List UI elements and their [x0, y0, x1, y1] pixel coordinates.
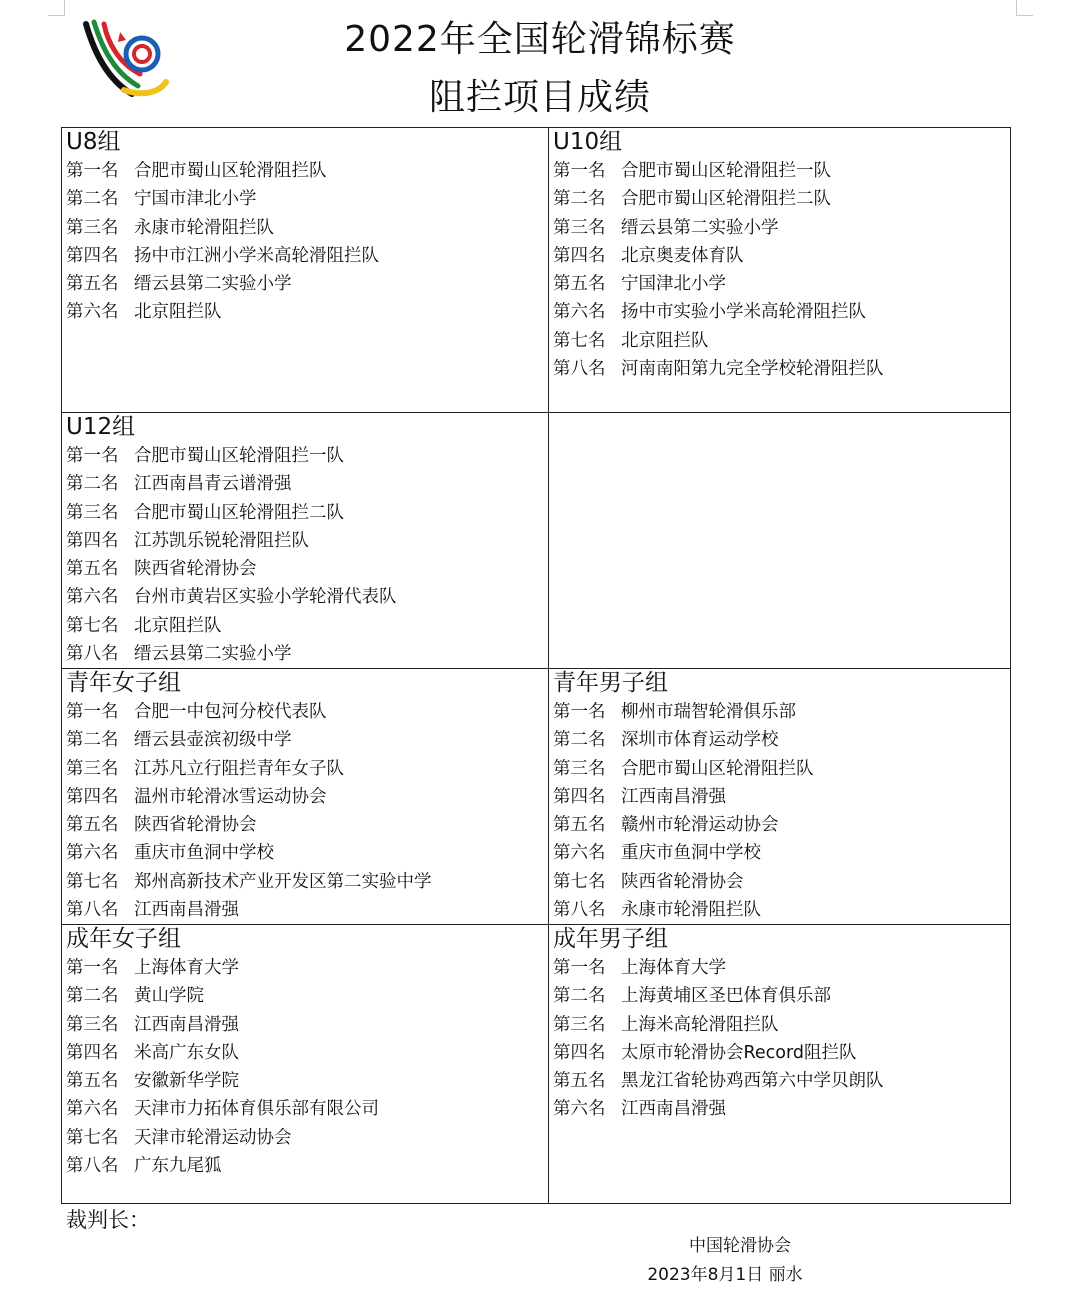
- placing-rank: 第八名: [553, 359, 606, 380]
- placing-row: [66, 783, 548, 811]
- placing-team: 黑龙江省轮协鸡西第六中学贝朗队: [621, 1071, 884, 1092]
- results-table: [61, 127, 1011, 1204]
- placing-team: 温州市轮滑冰雪运动协会: [134, 786, 327, 807]
- placing-rank: 第六名: [553, 843, 606, 864]
- placing-rank: 第二名: [553, 986, 606, 1007]
- group-title: U8组: [66, 129, 121, 155]
- placing-rank: 第四名: [553, 786, 606, 807]
- placing-row: [66, 470, 548, 498]
- placing-rank: 第七名: [553, 330, 606, 351]
- placing-rank: 第一名: [66, 161, 119, 181]
- placing-rank: 第二名: [66, 730, 119, 751]
- page-corner-mark-right: [1016, 0, 1033, 16]
- placing-row: [66, 185, 548, 213]
- placing-rank: 第五名: [553, 815, 606, 836]
- placing-team: 江西南昌青云谱滑强: [134, 474, 292, 495]
- group-cell-adult-men: [549, 925, 1011, 1204]
- placing-rank: 第一名: [553, 958, 606, 978]
- placing-rank: 第一名: [66, 958, 119, 978]
- placing-rank: 第一名: [553, 161, 606, 181]
- group-cell-u10: [549, 128, 1011, 412]
- placing-rank: 第五名: [66, 1071, 119, 1092]
- placing-row: [66, 1152, 548, 1180]
- placing-team: 江西南昌滑强: [621, 786, 726, 807]
- placing-rank: 第三名: [66, 1014, 119, 1035]
- placing-rank: 第八名: [66, 1156, 119, 1177]
- placing-team: 陕西省轮滑协会: [134, 815, 257, 836]
- page-title: 2022年全国轮滑锦标赛: [344, 19, 736, 60]
- placing-team: 永康市轮滑阻拦队: [621, 900, 761, 921]
- placing-team: 北京阻拦队: [621, 330, 709, 351]
- placing-team: 重庆市鱼洞中学校: [621, 843, 761, 864]
- placing-row: [66, 298, 548, 326]
- placing-team: 宁国津北小学: [621, 274, 726, 295]
- placing-rank: 第六名: [66, 843, 119, 864]
- placing-list: [66, 157, 548, 327]
- placing-rank: 第五名: [66, 815, 119, 836]
- placing-row: [553, 270, 1011, 298]
- placing-row: [66, 214, 548, 242]
- placing-team: 北京阻拦队: [134, 302, 222, 323]
- placing-team: 江苏凡立行阻拦青年女子队: [134, 758, 344, 779]
- placing-team: 上海黄埔区圣巴体育俱乐部: [621, 986, 831, 1007]
- placing-rank: 第五名: [553, 274, 606, 295]
- placing-team: 北京奥麦体育队: [621, 245, 744, 266]
- placing-row: [553, 755, 1011, 783]
- group-cell-youth-men: [549, 669, 1011, 924]
- chief-referee-label: 裁判长：: [66, 1208, 150, 1232]
- placing-team: 河南南阳第九完全学校轮滑阻拦队: [621, 359, 884, 380]
- placing-row: [553, 726, 1011, 754]
- placing-row: [553, 327, 1011, 355]
- placing-row: [66, 839, 548, 867]
- placing-row: [66, 954, 548, 982]
- placing-rank: 第八名: [66, 900, 119, 921]
- placing-team: 天津市力拓体育俱乐部有限公司: [134, 1099, 379, 1120]
- placing-row: [66, 982, 548, 1010]
- placing-rank: 第四名: [66, 245, 119, 266]
- placing-row: [66, 1124, 548, 1152]
- placing-row: [66, 868, 548, 896]
- placing-list: [66, 442, 548, 668]
- placing-row: [553, 868, 1011, 896]
- placing-rank: 第三名: [553, 217, 606, 238]
- placing-row: [66, 726, 548, 754]
- placing-row: [553, 1039, 1011, 1067]
- placing-list: [553, 157, 1011, 383]
- placing-team: 合肥市蜀山区轮滑阻拦二队: [621, 189, 831, 210]
- placing-list: [553, 698, 1011, 924]
- placing-team: 上海米高轮滑阻拦队: [621, 1014, 779, 1035]
- placing-rank: 第二名: [66, 474, 119, 495]
- placing-rank: 第一名: [553, 702, 606, 722]
- placing-row: [66, 242, 548, 270]
- placing-row: [66, 698, 548, 726]
- placing-rank: 第四名: [553, 245, 606, 266]
- placing-rank: 第二名: [66, 986, 119, 1007]
- placing-rank: 第六名: [66, 587, 119, 608]
- placing-rank: 第三名: [66, 217, 119, 238]
- placing-row: [66, 1039, 548, 1067]
- placing-team: 江西南昌滑强: [621, 1099, 726, 1120]
- placing-rank: 第五名: [66, 559, 119, 580]
- placing-team: 广东九尾狐: [134, 1156, 222, 1177]
- placing-team: 扬中市实验小学米高轮滑阻拦队: [621, 302, 866, 323]
- placing-rank: 第八名: [66, 644, 119, 665]
- placing-row: [553, 1095, 1011, 1123]
- placing-team: 江西南昌滑强: [134, 1014, 239, 1035]
- group-cell-adult-women: [62, 925, 548, 1204]
- placing-row: [553, 298, 1011, 326]
- placing-team: 郑州高新技术产业开发区第二实验中学: [134, 871, 432, 892]
- placing-team: 北京阻拦队: [134, 615, 222, 636]
- placing-rank: 第二名: [66, 189, 119, 210]
- group-title: U10组: [553, 129, 623, 155]
- placing-rank: 第六名: [66, 1099, 119, 1120]
- placing-team: 合肥市蜀山区轮滑阻拦队: [134, 161, 327, 181]
- placing-list: [66, 954, 548, 1180]
- placing-rank: 第五名: [553, 1071, 606, 1092]
- placing-row: [553, 783, 1011, 811]
- empty-cell: [549, 413, 1011, 668]
- placing-rank: 第四名: [553, 1042, 606, 1063]
- placing-rank: 第七名: [66, 871, 119, 892]
- placing-row: [66, 640, 548, 668]
- placing-rank: 第三名: [553, 758, 606, 779]
- placing-row: [553, 214, 1011, 242]
- placing-team: 重庆市鱼洞中学校: [134, 843, 274, 864]
- placing-rank: 第七名: [66, 1127, 119, 1148]
- placing-row: [66, 442, 548, 470]
- placing-row: [66, 1095, 548, 1123]
- placing-row: [66, 1067, 548, 1095]
- placing-team: 太原市轮滑协会Record阻拦队: [621, 1042, 857, 1063]
- placing-rank: 第二名: [553, 189, 606, 210]
- placing-team: 天津市轮滑运动协会: [134, 1127, 292, 1148]
- placing-team: 扬中市江洲小学米高轮滑阻拦队: [134, 245, 379, 266]
- placing-row: [553, 982, 1011, 1010]
- placing-team: 陕西省轮滑协会: [621, 871, 744, 892]
- placing-team: 深圳市体育运动学校: [621, 730, 779, 751]
- placing-team: 合肥市蜀山区轮滑阻拦队: [621, 758, 814, 779]
- placing-row: [553, 839, 1011, 867]
- placing-list: [553, 954, 1011, 1124]
- placing-row: [66, 755, 548, 783]
- placing-team: 永康市轮滑阻拦队: [134, 217, 274, 238]
- placing-rank: 第七名: [553, 871, 606, 892]
- placing-team: 合肥市蜀山区轮滑阻拦一队: [134, 446, 344, 466]
- placing-rank: 第五名: [66, 274, 119, 295]
- placing-row: [66, 811, 548, 839]
- placing-row: [66, 1011, 548, 1039]
- placing-team: 缙云县第二实验小学: [621, 217, 779, 238]
- placing-rank: 第八名: [553, 900, 606, 921]
- placing-team: 缙云县第二实验小学: [134, 274, 292, 295]
- organizer-name: 中国轮滑协会: [689, 1236, 791, 1256]
- placing-team: 合肥市蜀山区轮滑阻拦二队: [134, 502, 344, 523]
- page-corner-mark-left: [48, 0, 65, 16]
- placing-row: [66, 612, 548, 640]
- placing-row: [553, 242, 1011, 270]
- placing-rank: 第六名: [553, 302, 606, 323]
- group-title: 青年男子组: [553, 670, 668, 696]
- placing-rank: 第三名: [66, 502, 119, 523]
- placing-rank: 第六名: [553, 1099, 606, 1120]
- placing-team: 米高广东女队: [134, 1042, 239, 1063]
- placing-row: [553, 157, 1011, 185]
- placing-rank: 第七名: [66, 615, 119, 636]
- placing-row: [553, 1067, 1011, 1095]
- placing-rank: 第一名: [66, 702, 119, 722]
- group-cell-youth-women: [62, 669, 548, 924]
- placing-row: [553, 896, 1011, 924]
- placing-team: 柳州市瑞智轮滑俱乐部: [621, 702, 796, 722]
- group-cell-u8: [62, 128, 548, 412]
- group-cell-u12: [62, 413, 548, 668]
- placing-team: 安徽新华学院: [134, 1071, 239, 1092]
- placing-list: [66, 698, 548, 924]
- placing-rank: 第二名: [553, 730, 606, 751]
- placing-team: 江西南昌滑强: [134, 900, 239, 921]
- placing-team: 上海体育大学: [621, 958, 726, 978]
- group-title: U12组: [66, 414, 136, 440]
- placing-rank: 第四名: [66, 786, 119, 807]
- placing-team: 江苏凯乐锐轮滑阻拦队: [134, 530, 309, 551]
- placing-row: [66, 499, 548, 527]
- placing-row: [553, 355, 1011, 383]
- group-title: 青年女子组: [66, 670, 181, 696]
- placing-rank: 第一名: [66, 446, 119, 466]
- page-subtitle: 阻拦项目成绩: [428, 77, 651, 118]
- placing-team: 合肥一中包河分校代表队: [134, 702, 327, 722]
- placing-rank: 第三名: [553, 1014, 606, 1035]
- placing-row: [553, 954, 1011, 982]
- placing-row: [553, 698, 1011, 726]
- placing-team: 上海体育大学: [134, 958, 239, 978]
- placing-row: [66, 527, 548, 555]
- placing-rank: 第四名: [66, 1042, 119, 1063]
- placing-team: 陕西省轮滑协会: [134, 559, 257, 580]
- placing-row: [553, 811, 1011, 839]
- placing-team: 缙云县第二实验小学: [134, 644, 292, 665]
- group-title: 成年男子组: [553, 926, 668, 952]
- placing-row: [66, 157, 548, 185]
- placing-team: 合肥市蜀山区轮滑阻拦一队: [621, 161, 831, 181]
- placing-rank: 第四名: [66, 530, 119, 551]
- placing-team: 台州市黄岩区实验小学轮滑代表队: [134, 587, 397, 608]
- placing-rank: 第三名: [66, 758, 119, 779]
- placing-team: 缙云县壶滨初级中学: [134, 730, 292, 751]
- placing-rank: 第六名: [66, 302, 119, 323]
- placing-row: [553, 1011, 1011, 1039]
- placing-team: 赣州市轮滑运动协会: [621, 815, 779, 836]
- date-and-place: 2023年8月1日 丽水: [647, 1265, 803, 1285]
- placing-row: [66, 583, 548, 611]
- placing-row: [66, 270, 548, 298]
- placing-row: [553, 185, 1011, 213]
- group-title: 成年女子组: [66, 926, 181, 952]
- placing-team: 宁国市津北小学: [134, 189, 257, 210]
- placing-row: [66, 555, 548, 583]
- placing-row: [66, 896, 548, 924]
- placing-team: 黄山学院: [134, 986, 204, 1007]
